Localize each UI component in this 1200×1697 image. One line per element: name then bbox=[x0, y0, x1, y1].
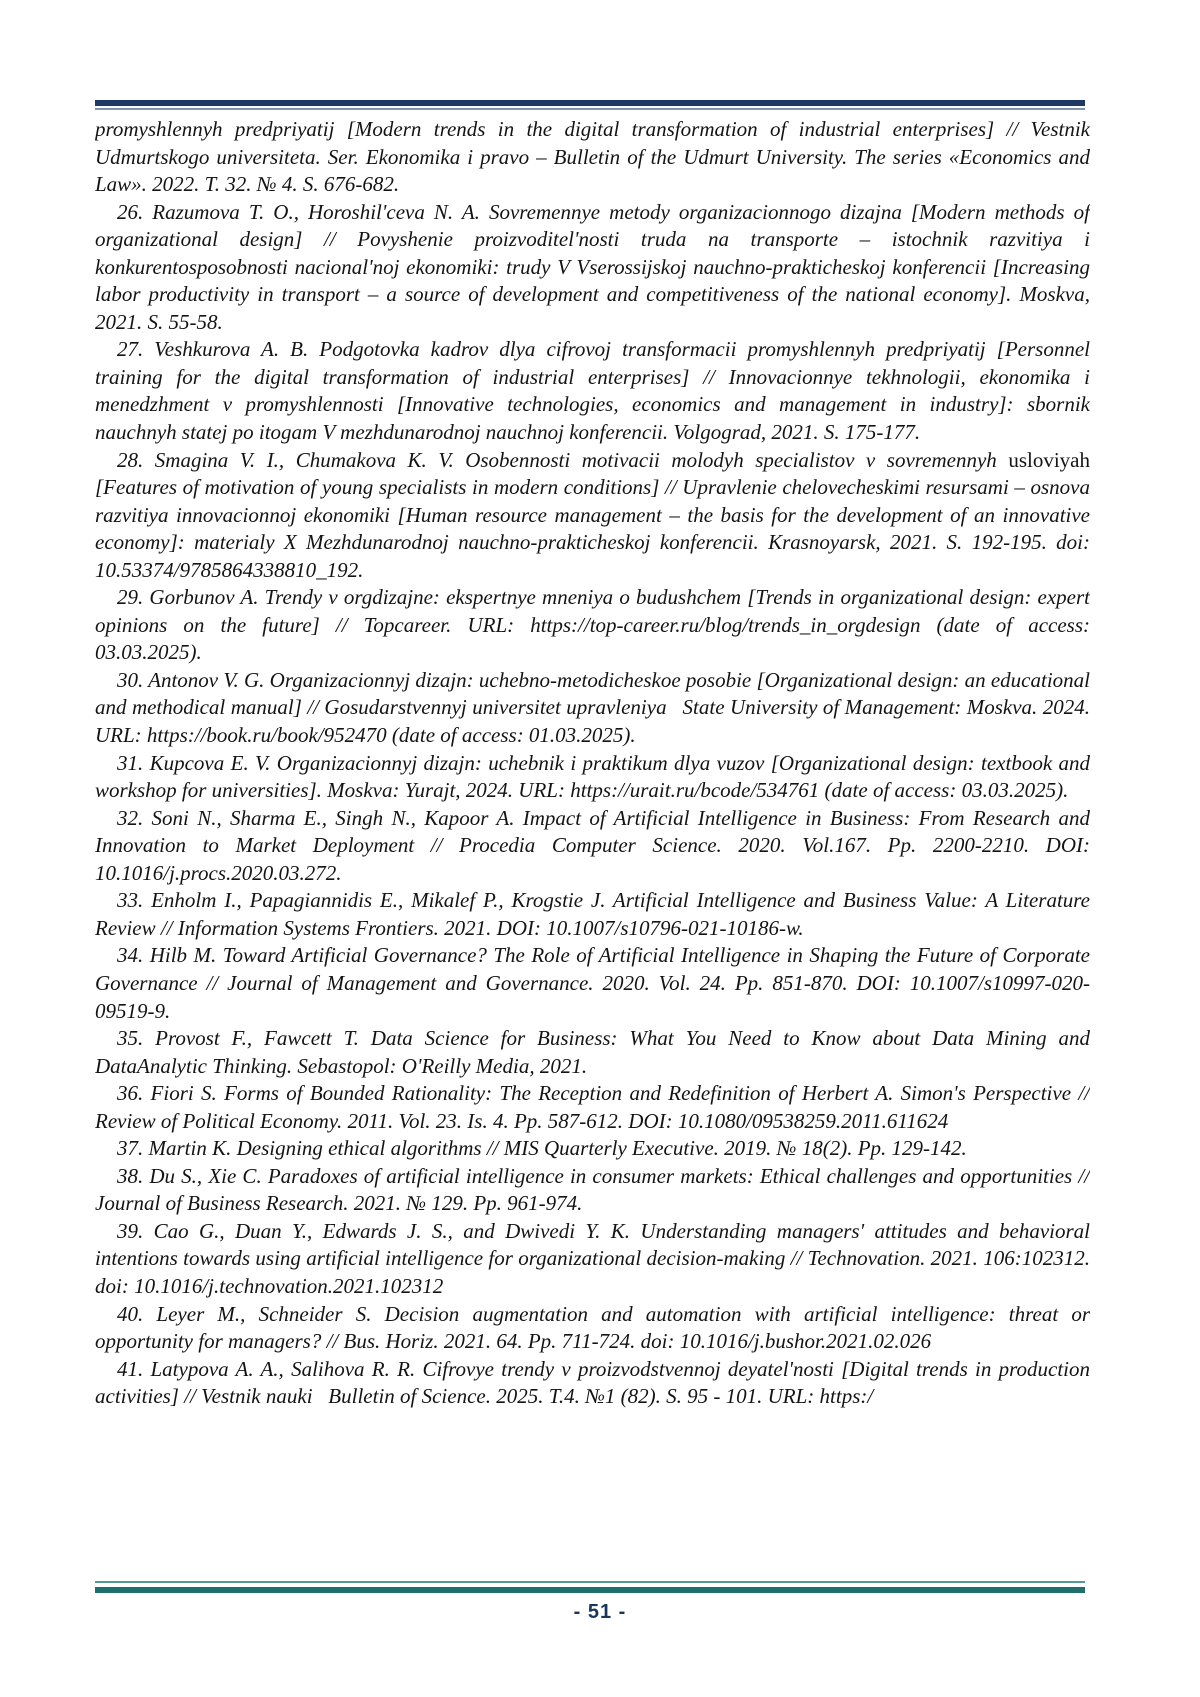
reference-text-upright: usloviyah bbox=[1008, 447, 1090, 472]
reference-paragraph bbox=[95, 1080, 1090, 1135]
reference-text: 32. Soni N., Sharma E., Singh N., Kapoor A. Impact of Artificial Intelligence in Business: From Research and Innovation to Market Deployment // Procedia Computer Science. 2020. Vol.167. Pp. 2200-2210. DOI: 10.1016/j.procs.2020.03.272. bbox=[95, 805, 1090, 885]
reference-text: 37. Martin K. Designing ethical algorithms // MIS Quarterly Executive. 2019. № 18(2). Pp. 129-142. bbox=[117, 1136, 967, 1161]
reference-paragraph bbox=[95, 1218, 1090, 1301]
reference-text: 30. Antonov V. G. Organizacionnyj dizajn: uchebno-metodicheskoe posobie [Organizational design: an educational and methodical manual] // Gosudarstvennyj universitet upravleniya State University of Management: Moskva. 2024. URL: https://book.ru/book/952470 (date of access: 01.03.2025). bbox=[95, 667, 1090, 748]
reference-text: [Features of motivation of young specialists in modern conditions] // Upravlenie chelovecheskimi resursami – osnova razvitiya innovacionnoj ekonomiki [Human resource management – the basis for the development of an innovative economy]: materialy X Mezhdunarodnoj nauchno-prakticheskoj konferencii. Krasnoyarsk, 2021. S. 192-195. doi: 10.53374/9785864338810_192. bbox=[95, 475, 1090, 582]
reference-text: 28. Smagina V. I., Chumakova K. V. Osobennosti motivacii molodyh specialistov v sovremennyh bbox=[117, 447, 1009, 472]
reference-paragraph bbox=[95, 1163, 1090, 1218]
reference-paragraph bbox=[95, 1356, 1090, 1411]
reference-paragraph bbox=[95, 584, 1090, 667]
reference-paragraph bbox=[95, 116, 1090, 199]
reference-text: 31. Kupcova E. V. Organizacionnyj dizajn: uchebnik i praktikum dlya vuzov [Organizational design: textbook and workshop for universities]. Moskva: Yurajt, 2024. URL: https://urait.ru/bcode/534761 (date of access: 03.03.2025). bbox=[95, 750, 1090, 803]
reference-text: 29. Gorbunov A. Trendy v orgdizajne: ekspertnye mneniya o budushchem [Trends in organizational design: expert opinions on the future] // Topcareer. URL: https://top-career.ru/blog/trends_in_orgdesign (date of access: 03.03.2025). bbox=[95, 585, 1090, 665]
reference-paragraph bbox=[95, 199, 1090, 337]
reference-paragraph bbox=[95, 667, 1090, 750]
reference-text: 41. Latypova A. A., Salihova R. R. Cifrovye trendy v proizvodstvennoj deyatel'nosti [Digital trends in production activities] // Vestnik nauki Bulletin of Science. 2025. T.4. №1 (82). S. 95 - 101. URL: https:/ bbox=[95, 1356, 1090, 1409]
reference-paragraph bbox=[95, 1025, 1090, 1080]
reference-text: 33. Enholm I., Papagiannidis E., Mikalef P., Krogstie J. Artificial Intelligence and Business Value: A Literature Review // Information Systems Frontiers. 2021. DOI: 10.1007/s10796-021-10186-w. bbox=[95, 888, 1090, 940]
reference-paragraph bbox=[95, 1135, 1090, 1163]
reference-paragraph bbox=[95, 750, 1090, 805]
reference-text: 34. Hilb M. Toward Artificial Governance? The Role of Artificial Intelligence in Shaping the Future of Corporate Governance // Journal of Management and Governance. 2020. Vol. 24. Pp. 851-870. DOI: 10.1007/s10997-020-09519-9. bbox=[95, 943, 1090, 1023]
page-number: - 51 - bbox=[573, 1601, 627, 1623]
reference-text: 36. Fiori S. Forms of Bounded Rationality: The Reception and Redefinition of Herbert A. Simon's Perspective // Review of Political Economy. 2011. Vol. 23. Is. 4. Pp. 587-612. DOI: 10.1080/09538259.2011.611624 bbox=[95, 1081, 1090, 1133]
reference-paragraph bbox=[95, 447, 1090, 585]
references-list bbox=[95, 116, 1090, 1578]
reference-text: 26. Razumova T. O., Horoshil'ceva N. A. Sovremennye metody organizacionnogo dizajna [Modern methods of organizational design] // Povyshenie proizvoditel'nosti truda na transporte – istochnik razvitiya i konkurentosposobnosti nacional'noj ekonomiki: trudy V Vserossijskoj nauchno-prakticheskoj konferencii [Increasing labor productivity in transport – a source of development and competitiveness of the national economy]. Moskva, 2021. S. 55-58. bbox=[95, 199, 1090, 334]
reference-text: 35. Provost F., Fawcett T. Data Science for Business: What You Need to Know about Data Mining and DataAnalytic Thinking. Sebastopol: O'Reilly Media, 2021. bbox=[95, 1026, 1090, 1078]
reference-paragraph bbox=[95, 942, 1090, 1025]
top-border-rule bbox=[95, 100, 1085, 110]
reference-text: 39. Cao G., Duan Y., Edwards J. S., and Dwivedi Y. K. Understanding managers' attitudes and behavioral intentions towards using artificial intelligence for organizational decision-making // Technovation. 2021. 106:102312. doi: 10.1016/j.technovation.2021.102312 bbox=[95, 1218, 1090, 1298]
reference-paragraph bbox=[95, 805, 1090, 888]
reference-text: 27. Veshkurova A. B. Podgotovka kadrov dlya cifrovoj transformacii promyshlennyh predpriyatij [Personnel training for the digital transformation of industrial enterprises] // Innovacionnye tekhnologii, ekonomika i menedzhment v promyshlennosti [Innovative technologies, economics and management in industry]: sbornik nauchnyh statej po itogam V mezhdunarodnoj nauchnoj konferencii. Volgograd, 2021. S. 175-177. bbox=[95, 337, 1090, 445]
reference-text: 40. Leyer M., Schneider S. Decision augmentation and automation with artificial intelligence: threat or opportunity for managers? // Bus. Horiz. 2021. 64. Pp. 711-724. doi: 10.1016/j.bushor.2021.02.026 bbox=[95, 1301, 1090, 1354]
reference-text: promyshlennyh predpriyatij [Modern trends in the digital transformation of industrial enterprises] // Vestnik Udmurtskogo universiteta. Ser. Ekonomika i pravo – Bulletin of the Udmurt University. The series «Economics and Law». 2022. T. 32. № 4. S. 676-682. bbox=[95, 117, 1090, 197]
reference-paragraph bbox=[95, 887, 1090, 942]
reference-paragraph bbox=[95, 1301, 1090, 1356]
reference-text: 38. Du S., Xie C. Paradoxes of artificial intelligence in consumer markets: Ethical challenges and opportunities // Journal of Business Research. 2021. № 129. Pp. 961-974. bbox=[95, 1163, 1090, 1216]
bottom-border-rule bbox=[95, 1581, 1085, 1593]
reference-paragraph bbox=[95, 336, 1090, 446]
